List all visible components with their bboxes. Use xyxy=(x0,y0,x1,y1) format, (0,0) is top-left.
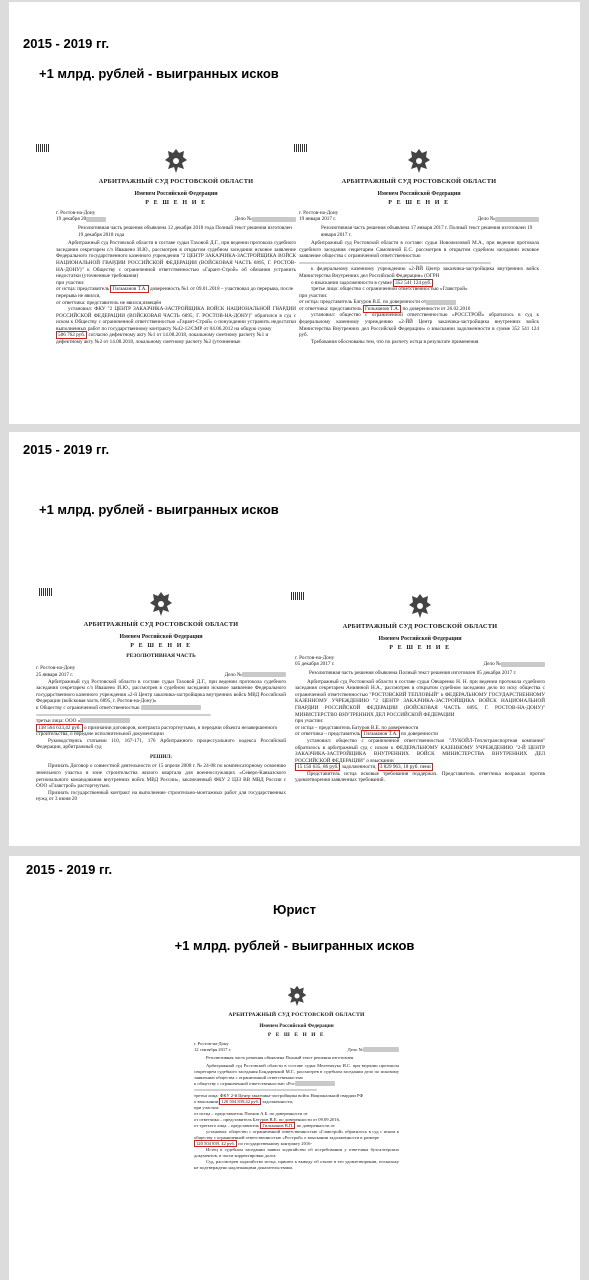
doc-third-rep: от третьего лица – представитель xyxy=(194,1123,260,1129)
doc-defendant: от ответчика – представитель xyxy=(295,731,361,738)
slide-subtitle: +1 млрд. рублей - выигранных исков xyxy=(174,938,415,953)
doc-name: Именем Российской Федерации xyxy=(378,635,462,642)
doc-body: Представитель истца исковые требования поддержал. Представитель ответчика возражал против удовлетворения заявленных требований. xyxy=(295,770,545,784)
doc-rep-rest: по доверенности от xyxy=(296,1123,335,1129)
doc-date: 19 января 2017 г. xyxy=(299,216,337,223)
doc-body: установил: общество с ограниченной ответственностью «Главстрой» обратилось в суд с иском к обществу с ограниченной ответственностью «Рострой» о взыскании задолженности в размере xyxy=(194,1129,399,1141)
court-document xyxy=(56,147,296,412)
doc-title: Р Е Ш Е Н И Е xyxy=(388,200,450,207)
doc-body: согласно дефектному акту №1 от 14.08.2018, локальному сметному расчету №1 и дефектному акту №2 от 14.08.2018, локальному сметному расчету №2 (уточненные xyxy=(56,332,269,346)
doc-third: третьи лица: ФКУ 2-й Центр заказчика-застройщика войск Национальной гвардии РФ xyxy=(194,1093,364,1099)
highlight-amount: 138 564 633,42 руб. xyxy=(38,724,81,731)
court-name: АРБИТРАЖНЫЙ СУД РОСТОВСКОЙ ОБЛАСТИ xyxy=(341,178,497,185)
doc-body: к обществу с ограниченной ответственностью «Рос xyxy=(194,1081,295,1086)
coat-of-arms-icon xyxy=(406,147,432,175)
doc-body: Арбитражный суд Ростовской области в составе: судьи Новожиловой М.А., при ведении протокола судебного заседания секретарем Самочиной Е.С. рассмотрев в открытом судебном заседании исковое заявление общества с ограниченной ответственностью xyxy=(299,240,539,260)
doc-case: Дело № xyxy=(477,216,495,223)
doc-defendant: от ответчика – представитель Батуров В.Е. по доверенности от 09.09.2016, xyxy=(194,1117,341,1123)
court-name: АРБИТРАЖНЫЙ СУД РОСТОВСКОЙ ОБЛАСТИ xyxy=(98,178,254,185)
doc-date: 12 сентября 2017 г. xyxy=(194,1047,232,1052)
doc-plaintiff: от истца – представитель Попков А.Б. по доверенности от xyxy=(194,1111,308,1117)
highlight-representative: Гильманов Т.А. xyxy=(112,286,147,293)
doc-body: по государственному контракту 2016- xyxy=(238,1141,313,1147)
doc-third: третье лицо: общество с ограниченной ответственностью «Главстрой» xyxy=(311,286,468,293)
doc-name: Именем Российской Федерации xyxy=(119,633,203,640)
highlight-amount: 352 541 124 руб. xyxy=(395,279,432,286)
court-document xyxy=(299,147,539,412)
doc-title: Р Е Ш Е Н И Е xyxy=(389,645,451,652)
doc-body: установил: общество с ограниченной ответственностью «РОССТРОЙ» обратилось в суд к федеральному казенному учреждению «2-ЙЙ Центр заказчика-застройщика внутренних войск Министерства Внутренних дел Российской Федерации» о взыскании задолженности в сумме 352 541 124 руб. xyxy=(299,312,539,339)
highlight-representative: Гильманов В.П. xyxy=(262,1123,294,1129)
doc-body: Арбитражный суд Ростовской области в составе судьи Овчаренко Н. Н. при ведении протокола судебного заседания секретарем Аниянной Н.А., рассмотрев в открытом судебном заседании дело по иску общества с ограниченной ответственностью "РОСТОВСКИЙ ТЕПЛОВЫЙ" к ФЕДЕРАЛЬНОМУ ГОСУДАРСТВЕННОМУ КАЗЕННОМУ УЧРЕЖДЕНИЮ "2 ЦЕНТР ЗАКАЗЧИКА-ЗАСТРОЙЩИКА ВОЙСК НАЦИОНАЛЬНОЙ ГВАРДИИ РОССИЙСКОЙ ФЕДЕРАЦИИ (ВОЙСКОВАЯ ЧАСТЬ 6895, Г. РОСТОВ-НА-ДОНУ)" МИНИСТЕРСТВО ВНУТРЕННИХ ДЕЛ РОССИЙСКОЙ ФЕДЕРАЦИИ xyxy=(295,678,545,718)
slide-2 xyxy=(9,432,580,846)
doc-defendant: от ответчика: представитель xyxy=(299,305,362,312)
court-document xyxy=(194,984,399,1274)
doc-body: Арбитражный суд Ростовской области в составе судьи Таховой Д.Г., при ведении протокола судебного заседания секретарем с/з Ивашено И.Ю., рассмотрев в открытом судебном заседании исковое заявление Федерального государственного казенного учреждения "2 ЦЕНТР ЗАКАЗЧИКА-ЗАСТРОЙЩИКА ВОЙСК НАЦИОНАЛЬНОЙ ГВАРДИИ РОССИЙСКОЙ ФЕДЕРАЦИИ (ВОЙСКОВАЯ ЧАСТЬ 6895, Г. РОСТОВ-НА-ДОНУ)" к Обществу с ограниченной ответственностью «Гарант-Строй» об обязании устранить недостатки (уточненные требования) xyxy=(56,240,296,280)
highlight-amount-2: 120 504 839, 42 руб. xyxy=(196,1141,235,1147)
doc-body: Арбитражный суд Ростовской области в составе судьи Мелеенчука И.С. при ведении протокола секретарем судебного заседания Бондаренкой М.Г., рассмотрев в судебном заседании дело по исковому заявлению общества с ограниченной ответственностью xyxy=(194,1063,399,1080)
doc-plaintiff: от истца – представитель Батуров В.Е. по доверенности xyxy=(295,724,419,731)
doc-city: г. Ростов-на-Дону xyxy=(194,1041,229,1046)
doc-rep-rest: по доверенности xyxy=(400,731,439,738)
doc-resolved: РЕШИЛ: xyxy=(150,753,172,760)
doc-body: Признать Договор о совместной деятельности от 15 апреля 2008 г. № 24-08 по компенсаторному освоению земельного участка в зоне строительства жилого квартала для военнослужащих «Северо-Кавказского регионального командования внутренних войск МВД России», заключенный ФКУ 2 ЦЗЗ ВВ МВД России с ООО «Главстрой» расторгнутым. xyxy=(36,763,286,790)
doc-claim: о взыскании задолженности в сумме xyxy=(311,279,392,286)
doc-rep-rest: по доверенности от 26.02.2016 xyxy=(402,305,471,312)
doc-body: Руководствуясь статьями 110, 167-171, 176 Арбитражного процессуального кодекса Российской Федерации, арбитражный суд xyxy=(36,737,286,751)
doc-name: Именем Российской Федерации xyxy=(134,190,218,197)
court-document xyxy=(36,590,286,842)
doc-present: при участии: xyxy=(295,718,324,725)
doc-date: 19 декабря 20 xyxy=(56,216,87,223)
doc-body: Требования обоснованы тем, что по расчету истца в результате применения xyxy=(311,338,479,345)
doc-date: 05 декабря 2017 г. xyxy=(295,661,335,668)
doc-present: при участии: xyxy=(299,292,328,299)
doc-claim: о взыскании xyxy=(194,1099,219,1105)
doc-body: установил: ФКУ "2 ЦЕНТР ЗАКАЗЧИКА-ЗАСТРОЙЩИКА ВОЙСК НАЦИОНАЛЬНОЙ ГВАРДИИ РОССИЙСКОЙ ФЕДЕРАЦИИ (ВОЙСКОВАЯ ЧАСТЬ 6895, Г. РОСТОВ-НА-ДОНУ)" обратился в суд с иском к Обществу с ограниченной ответственностью «Гарант-Строй» о понуждении устранить недостатки выполненных работ по государственному контракту №42-12/СМР от 04.06.2012 на общую сумму xyxy=(56,306,296,332)
doc-case: Дело № xyxy=(234,216,252,223)
court-name: АРБИТРАЖНЫЙ СУД РОСТОВСКОЙ ОБЛАСТИ xyxy=(342,623,498,630)
slide-year: 2015 - 2019 гг. xyxy=(23,442,110,457)
doc-name: Именем Российской Федерации xyxy=(259,1023,334,1029)
doc-third: третьи лица: ООО « xyxy=(36,717,81,724)
slide-subtitle: +1 млрд. рублей - выигранных исков xyxy=(39,66,279,81)
doc-title: Р Е Ш Е Н И Е xyxy=(267,1032,326,1038)
doc-name: Именем Российской Федерации xyxy=(377,190,461,197)
highlight-amount: 586 762 руб. xyxy=(58,332,86,339)
slide-year: 2015 - 2019 гг. xyxy=(23,36,110,51)
doc-body: Признать государственный контракт на выполнение строительно-монтажных работ для государственных нужд от 3 июня 20 xyxy=(36,789,286,803)
highlight-representative: Гильманов Т.А. xyxy=(364,305,400,312)
qr-code-icon xyxy=(36,144,50,152)
doc-case: Дело № xyxy=(224,671,242,678)
doc-body: о признании договоров, контракта расторгнутыми, и передачи объекта незавершенного строительства, о передаче исполнительной документации xyxy=(36,724,278,738)
doc-case: Дело № xyxy=(483,661,501,668)
slide-1 xyxy=(9,2,580,424)
coat-of-arms-icon xyxy=(286,984,308,1008)
coat-of-arms-icon xyxy=(407,592,433,620)
doc-dates: Резолютивная часть решения объявлена Полный текст решения изготовлен 05 декабря 2017 г. xyxy=(309,669,517,676)
slide-subtitle: +1 млрд. рублей - выигранных исков xyxy=(39,502,279,517)
highlight-amount-penalty: 3 829 963, 18 руб. пени xyxy=(379,764,431,771)
doc-defendant: от ответчика: представитель не явился,извещён xyxy=(56,299,162,306)
coat-of-arms-icon xyxy=(148,590,174,618)
doc-dates: Резолютивная часть решения объявлена 17 января 2017 г. Полный текст решения изготовлен 19 января 2017 г. xyxy=(321,224,533,238)
slide-3 xyxy=(9,856,580,1280)
coat-of-arms-icon xyxy=(163,147,189,175)
doc-dates: Резолютивная часть решения объявлена 12 декабря 2018 года Полный текст решения изготовлен 19 декабря 2018 года xyxy=(78,224,292,238)
doc-body: Истец в судебном заседании заявил ходатайство об истребовании у ответчика бухгалтерских документов, в части корректировки долга. xyxy=(194,1147,399,1159)
doc-body: Суд, рассмотрев ходатайство истца, пришел к выводу об отказе в его удовлетворении, поскольку не подтверждено надлежащими доказательствами. xyxy=(194,1159,399,1171)
doc-rep-rest: доверенность №1 от 09.01.2018 – участвовал до перерыва, после перерыва не явился, xyxy=(56,286,294,299)
doc-body: установил: общество с ограниченной ответственностью "ЛУКОЙЛ-Теплотранспортная компания" обратилось в арбитражный суд с иском к ФЕДЕРАЛЬНОМУ КАЗЕННОМУ УЧРЕЖДЕНИЮ "2-Й ЦЕНТР ЗАКАЗЧИКА-ЗАСТРОЙЩИКА ВНУТРЕННИХ ВОЙСК МИНИСТЕРСТВА ВНУТРЕННИХ ДЕЛ РОССИЙСКОЙ ФЕДЕРАЦИИ" о взыскании xyxy=(295,737,545,764)
doc-debt: задолженности, xyxy=(341,764,377,771)
doc-subtitle: РЕЗОЛЮТИВНАЯ ЧАСТЬ xyxy=(126,652,196,659)
doc-plaintiff: от истца: представитель Батуров В.Е. по доверенности от xyxy=(299,299,427,306)
doc-title: Р Е Ш Е Н И Е xyxy=(130,643,192,650)
doc-body: Арбитражный суд Ростовской области в составе судьи Таховой Д.Г., при ведении протокола судебного заседания секретарем с/з Ивашено И.Ю., рассмотрев в судебном заседании исковое заявление Федерального государственного казенного учреждения «2-й Центр заказчика-застройщика внутренних войск МВД Российской Федерации (войсковая часть 6895, г. Ростов-на-Дону)» xyxy=(36,678,286,705)
doc-body: к федеральному казенному учреждению «2-ЙЙ Центр заказчика-застройщика внутренних войск Министерства Внутренних дел Российской Федерации» (ОГРН xyxy=(299,266,539,279)
slide-year: 2015 - 2019 гг. xyxy=(26,862,113,877)
doc-plaintiff: от истца: представитель xyxy=(56,286,110,293)
doc-body: к Обществу с ограниченной ответственностью xyxy=(36,704,140,711)
doc-title: Р Е Ш Е Н И Е xyxy=(145,200,207,207)
highlight-amount: 120 504 839,42 руб. xyxy=(221,1099,260,1105)
doc-present: при участии: xyxy=(56,279,85,286)
doc-city: г. Ростов-на-Дону xyxy=(295,654,335,661)
doc-case: Дело № xyxy=(347,1047,363,1052)
highlight-representative: Гильманов Т.А. xyxy=(363,731,398,738)
doc-city: г. Ростов-на-Дону xyxy=(56,209,96,216)
court-name: АРБИТРАЖНЫЙ СУД РОСТОВСКОЙ ОБЛАСТИ xyxy=(228,1012,365,1018)
doc-present: при участии: xyxy=(194,1105,220,1111)
doc-date: 25 января 2017 г. xyxy=(36,671,74,678)
doc-dates: Резолютивная часть решения объявлена Полный текст решения изготовлен xyxy=(206,1055,354,1060)
doc-city: г. Ростов-на-Дону xyxy=(36,665,76,672)
court-name: АРБИТРАЖНЫЙ СУД РОСТОВСКОЙ ОБЛАСТИ xyxy=(83,621,239,628)
doc-debt: задолженности, xyxy=(262,1099,294,1105)
highlight-amount: 15 150 635, 86 руб. xyxy=(297,764,339,771)
court-document xyxy=(295,592,545,842)
doc-city: г. Ростов-на-Дону xyxy=(299,209,339,216)
slide-role: Юрист xyxy=(273,902,316,917)
